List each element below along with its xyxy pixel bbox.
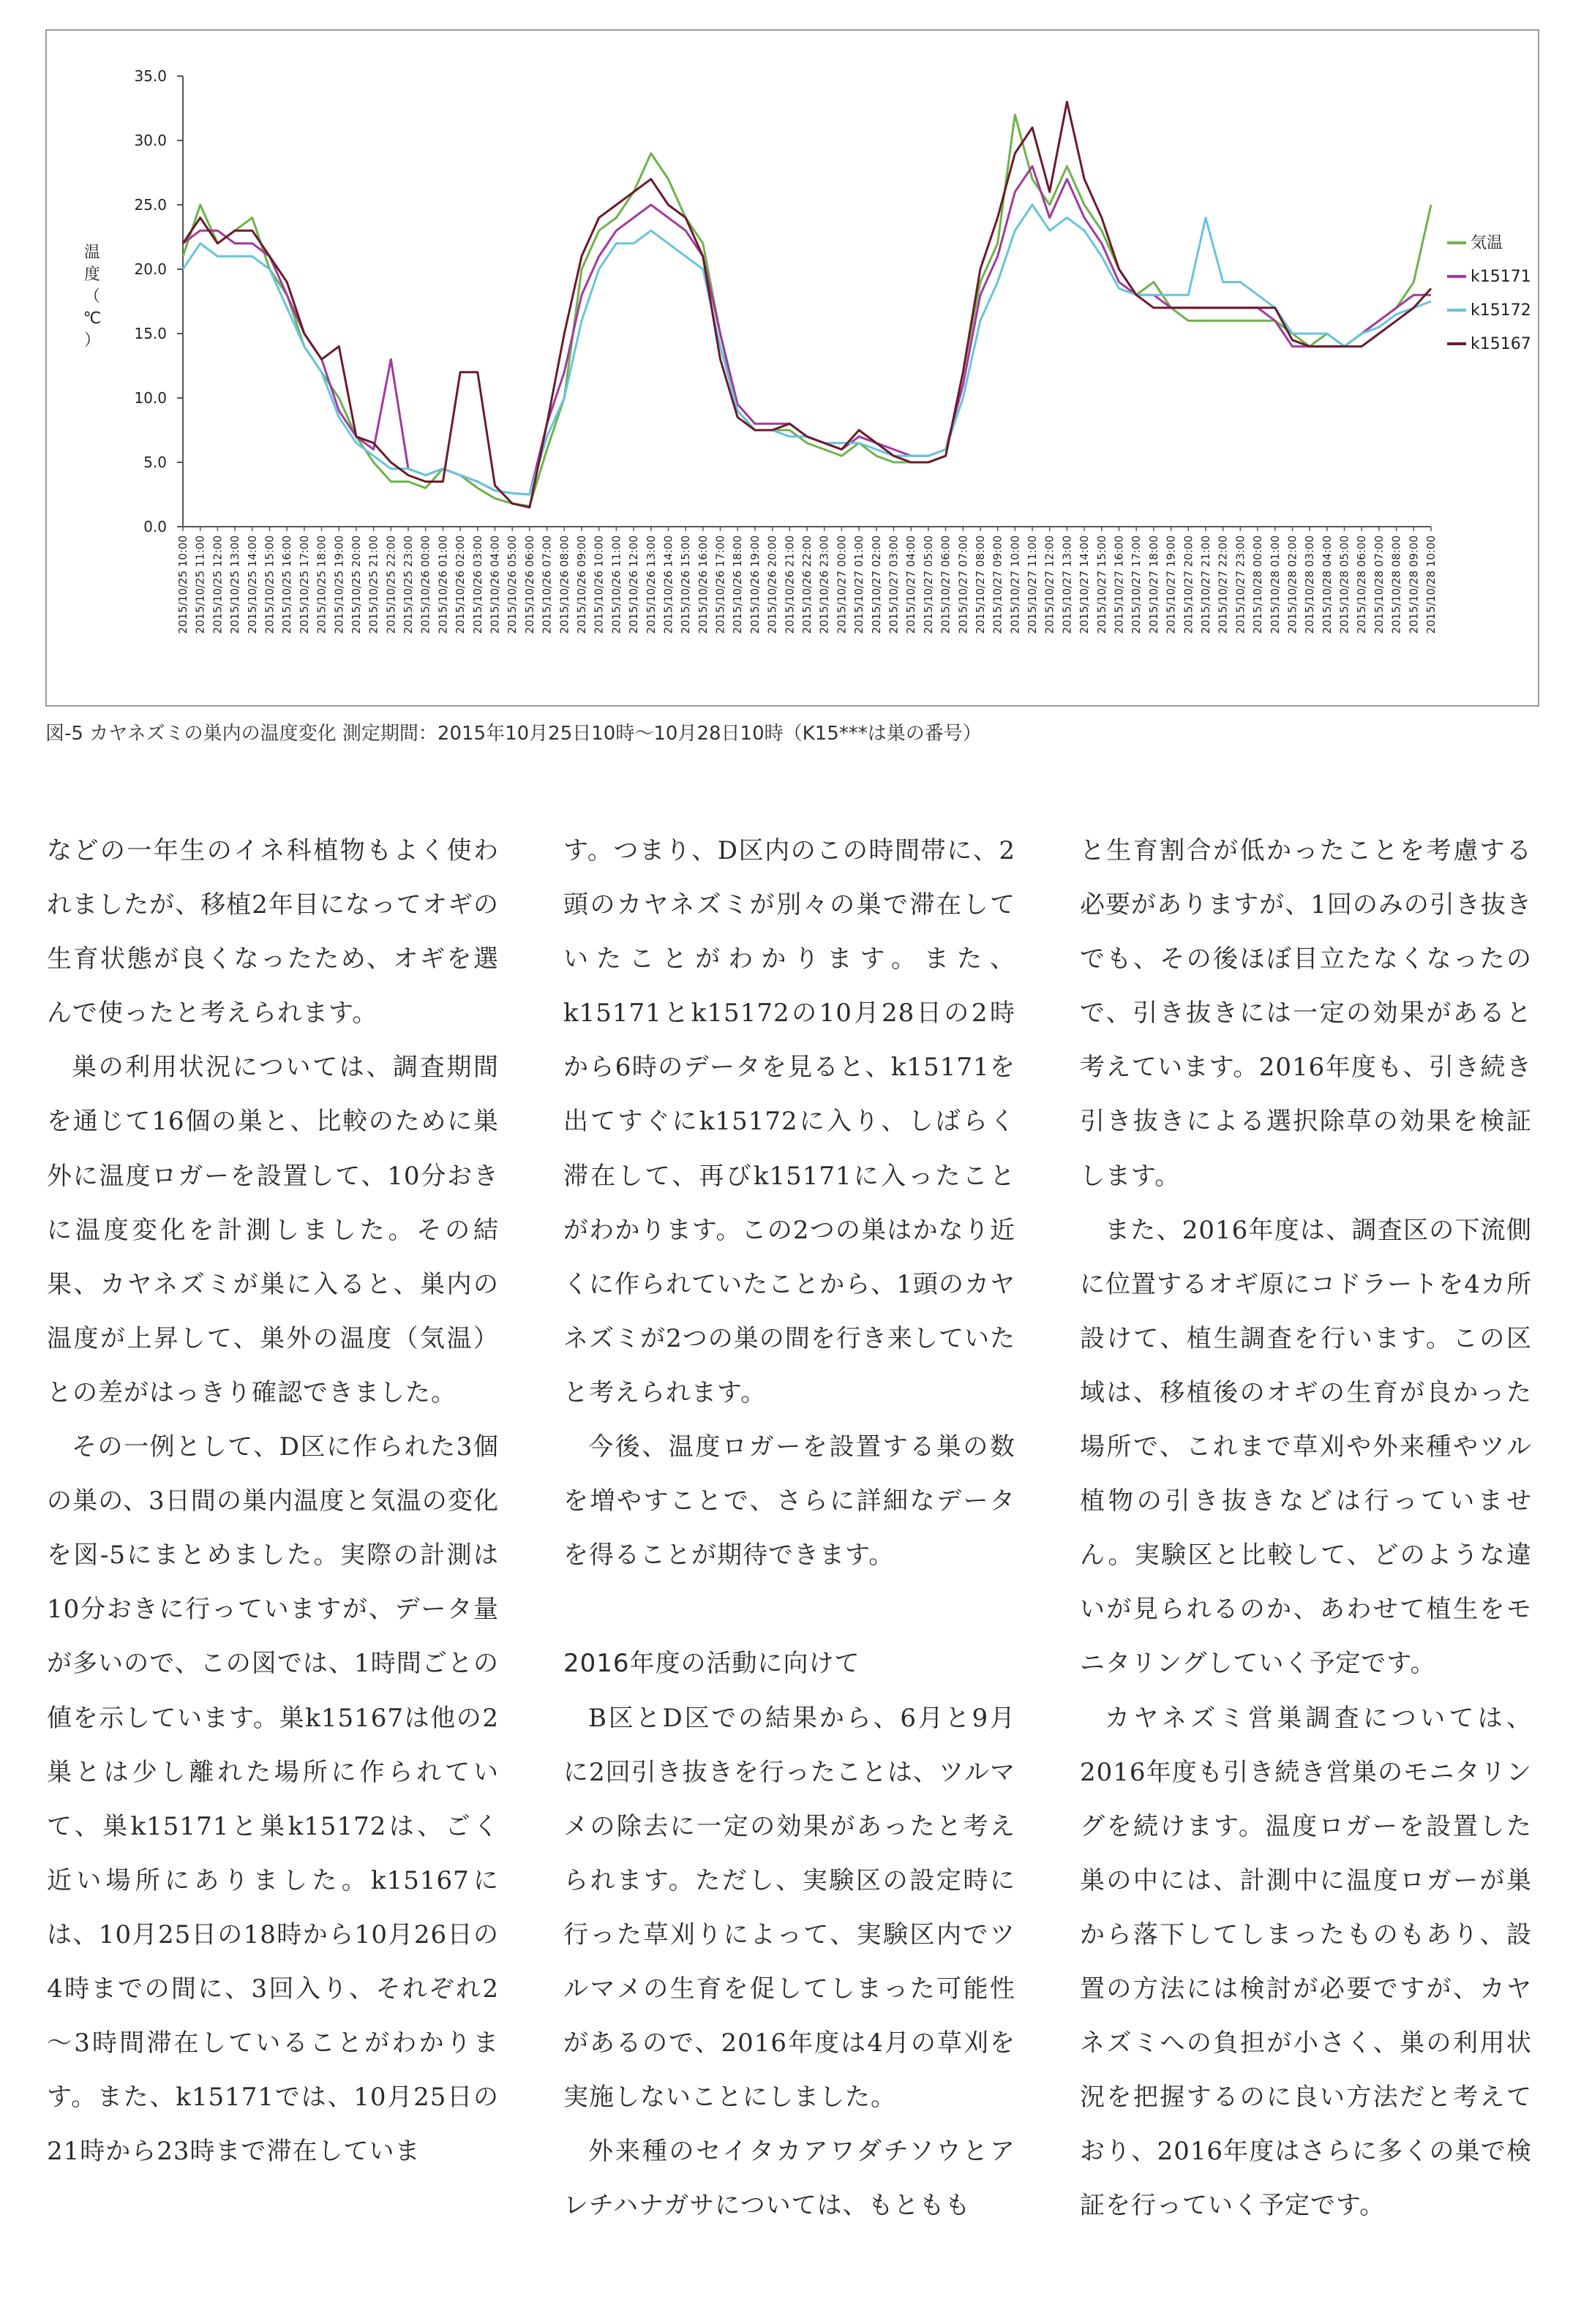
x-tick-label: 2015/10/25 14:00 [245,535,259,634]
x-tick-label: 2015/10/27 08:00 [973,535,987,634]
y-tick-label: 25.0 [134,196,167,214]
x-tick-label: 2015/10/27 19:00 [1164,535,1178,634]
x-tick-label: 2015/10/27 02:00 [869,535,883,634]
x-tick-label: 2015/10/27 10:00 [1008,535,1022,634]
x-tick-label: 2015/10/26 22:00 [800,535,814,634]
x-tick-label: 2015/10/28 00:00 [1251,535,1265,634]
x-tick-label: 2015/10/26 23:00 [817,535,831,634]
paragraph: その一例として、D区に作られた3個の巣の、3日間の巣内温度と気温の変化を図-5にまとめました。実際の計測は10分おきに行っていますが、データ量が多いので、この図では、1時間ごとの値を示しています。巣k15167は他の2巣とは少し離れた場所に作られていて、巣k15171と巣k15172は、ごく近い場所にありました。k15167には、10月25日の18時から10月26日の4時までの間に、3回入り、それぞれ2～3時間滞在していることがわかります。また、k15171では、10月25日の21時から23時まで滞在していま [47,1432,499,2167]
x-tick-label: 2015/10/26 07:00 [540,535,554,634]
temperature-chart [47,31,1539,707]
y-tick-label: 10.0 [134,389,167,407]
x-tick-label: 2015/10/25 12:00 [211,535,225,634]
text-column-3 [1080,824,1532,2233]
text-column-2 [563,824,1015,2233]
legend-label: 気温 [1471,234,1503,252]
x-tick-label: 2015/10/26 21:00 [783,535,797,634]
paragraph: B区とD区での結果から、6月と9月に2回引き抜きを行ったことは、ツルマメの除去に一定の効果があったと考えられます。ただし、実験区の設定時に行った草刈りによって、実験区内でツルマメの生育を促してしまった可能性があるので、2016年度は4月の草刈を実施しないことにしました。 [563,1703,1015,2113]
x-tick-label: 2015/10/26 01:00 [436,535,450,634]
x-tick-label: 2015/10/28 02:00 [1285,535,1299,634]
x-tick-label: 2015/10/26 03:00 [470,535,484,634]
x-tick-label: 2015/10/25 22:00 [384,535,398,634]
x-tick-label: 2015/10/25 16:00 [280,535,294,634]
x-tick-label: 2015/10/26 02:00 [454,535,467,634]
x-tick-label: 2015/10/27 03:00 [887,535,901,634]
x-tick-label: 2015/10/27 09:00 [991,535,1004,634]
x-tick-label: 2015/10/25 19:00 [332,535,346,634]
x-tick-label: 2015/10/25 10:00 [176,535,189,634]
x-tick-label: 2015/10/26 11:00 [609,535,623,634]
x-tick-label: 2015/10/28 05:00 [1337,535,1351,634]
x-tick-label: 2015/10/27 01:00 [852,535,866,634]
paragraph: 巣の利用状況については、調査期間を通じて16個の巣と、比較のために巣外に温度ロガーを設置して、10分おきに温度変化を計測しました。その結果、カヤネズミが巣に入ると、巣内の温度が上昇して、巣外の温度（気温）との差がはっきり確認できました。 [47,1053,499,1407]
paragraph: す。つまり、D区内のこの時間帯に、2頭のカヤネズミが別々の巣で滞在していたことがわかります。また、k15171とk15172の10月28日の2時から6時のデータを見ると、k15171を出てすぐにk15172に入り、しばらく滞在して、再びk15171に入ったことがわかります。この2つの巣はかなり近くに作られていたことから、1頭のカヤネズミが2つの巣の間を行き来していたと考えられます。 [563,836,1015,1407]
x-tick-label: 2015/10/26 20:00 [765,535,779,634]
x-tick-label: 2015/10/27 11:00 [1026,535,1040,634]
spacer [563,1582,1015,1636]
x-tick-label: 2015/10/26 16:00 [696,535,710,634]
x-tick-label: 2015/10/28 03:00 [1303,535,1317,634]
x-tick-label: 2015/10/25 11:00 [193,535,207,634]
x-tick-label: 2015/10/27 00:00 [835,535,849,634]
y-tick-label: 30.0 [134,132,167,149]
paragraph: と生育割合が低かったことを考慮する必要がありますが、1回のみの引き抜きでも、その後ほぼ目立たなくなったので、引き抜きには一定の効果があると考えています。2016年度も、引き続き引き抜きによる選択除草の効果を検証します。 [1080,836,1532,1191]
x-tick-label: 2015/10/27 14:00 [1078,535,1092,634]
x-tick-label: 2015/10/26 14:00 [661,535,675,634]
x-tick-label: 2015/10/26 15:00 [679,535,693,634]
x-tick-label: 2015/10/27 15:00 [1094,535,1108,634]
paragraph: カヤネズミ営巣調査については、2016年度も引き続き営巣のモニタリングを続けます。温度ロガーを設置した巣の中には、計測中に温度ロガーが巣から落下してしまったものもあり、設置の方法には検討が必要ですが、カヤネズミへの負担が小さく、巣の利用状況を把握するのに良い方法だと考えており、2016年度はさらに多くの巣で検証を行っていく予定です。 [1080,1703,1532,2221]
x-tick-label: 2015/10/26 10:00 [592,535,606,634]
x-tick-label: 2015/10/25 23:00 [402,535,416,634]
x-tick-label: 2015/10/27 23:00 [1233,535,1247,634]
x-tick-label: 2015/10/28 09:00 [1407,535,1421,634]
x-tick-label: 2015/10/27 12:00 [1043,535,1056,634]
x-tick-label: 2015/10/26 13:00 [644,535,658,634]
x-tick-label: 2015/10/25 21:00 [367,535,380,634]
x-tick-label: 2015/10/26 12:00 [627,535,641,634]
section-heading: 2016年度の活動に向けて [563,1649,860,1679]
x-tick-label: 2015/10/26 18:00 [731,535,745,634]
legend-label: k15171 [1471,268,1531,286]
legend-label: k15172 [1471,301,1531,320]
x-tick-label: 2015/10/26 06:00 [522,535,536,634]
x-tick-label: 2015/10/27 16:00 [1112,535,1126,634]
x-tick-label: 2015/10/26 05:00 [506,535,519,634]
x-tick-label: 2015/10/26 04:00 [488,535,502,634]
x-tick-label: 2015/10/26 08:00 [557,535,571,634]
paragraph: 外来種のセイタカアワダチソウとアレチハナガサについては、もともも [563,2137,1015,2221]
y-tick-label: 35.0 [134,67,167,85]
y-tick-label: 5.0 [143,454,167,471]
text-column-1 [47,824,499,2178]
x-tick-label: 2015/10/27 06:00 [939,535,953,634]
x-tick-label: 2015/10/25 20:00 [349,535,363,634]
x-tick-label: 2015/10/26 19:00 [748,535,762,634]
x-tick-label: 2015/10/28 08:00 [1389,535,1403,634]
y-axis-label: 温度（℃） [83,244,102,350]
x-tick-label: 2015/10/27 22:00 [1216,535,1230,634]
x-tick-label: 2015/10/26 09:00 [574,535,588,634]
y-tick-label: 20.0 [134,260,167,278]
paragraph: 今後、温度ロガーを設置する巣の数を増やすことで、さらに詳細なデータを得ることが期待できます。 [563,1432,1015,1571]
x-tick-label: 2015/10/28 01:00 [1268,535,1282,634]
x-tick-label: 2015/10/27 18:00 [1146,535,1160,634]
x-tick-label: 2015/10/27 20:00 [1182,535,1195,634]
x-tick-label: 2015/10/28 10:00 [1424,535,1438,634]
figure-caption: 図-5 カヤネズミの巣内の温度変化 測定期間：2015年10月25日10時～10月28日10時（K15***は巣の番号） [45,723,982,745]
x-tick-label: 2015/10/27 05:00 [921,535,935,634]
paragraph: などの一年生のイネ科植物もよく使われましたが、移植2年目になってオギの生育状態が良くなったため、オギを選んで使ったと考えられます。 [47,836,499,1028]
paragraph: また、2016年度は、調査区の下流側に位置するオギ原にコドラートを4カ所設けて、植生調査を行います。この区域は、移植後のオギの生育が良かった場所で、これまで草刈や外来種やツル植物の引き抜きなどは行っていません。実験区と比較して、どのような違いが見られるのか、あわせて植生をモニタリングしていく予定です。 [1080,1215,1532,1679]
y-tick-label: 15.0 [134,325,167,342]
figure-5-frame [45,29,1539,707]
series-line-k15171 [183,166,1431,494]
x-tick-label: 2015/10/28 06:00 [1355,535,1369,634]
x-tick-label: 2015/10/25 13:00 [228,535,242,634]
x-tick-label: 2015/10/25 18:00 [315,535,328,634]
x-tick-label: 2015/10/27 13:00 [1060,535,1074,634]
x-tick-label: 2015/10/27 07:00 [956,535,970,634]
y-tick-label: 0.0 [143,518,167,535]
x-tick-label: 2015/10/28 04:00 [1320,535,1334,634]
series-line-k15172 [183,205,1431,494]
x-tick-label: 2015/10/25 17:00 [297,535,311,634]
legend-label: k15167 [1471,335,1531,353]
x-tick-label: 2015/10/28 07:00 [1372,535,1386,634]
x-tick-label: 2015/10/27 21:00 [1198,535,1212,634]
x-tick-label: 2015/10/27 04:00 [904,535,918,634]
x-tick-label: 2015/10/27 17:00 [1130,535,1143,634]
x-tick-label: 2015/10/25 15:00 [263,535,277,634]
x-tick-label: 2015/10/26 17:00 [713,535,727,634]
x-tick-label: 2015/10/26 00:00 [418,535,432,634]
